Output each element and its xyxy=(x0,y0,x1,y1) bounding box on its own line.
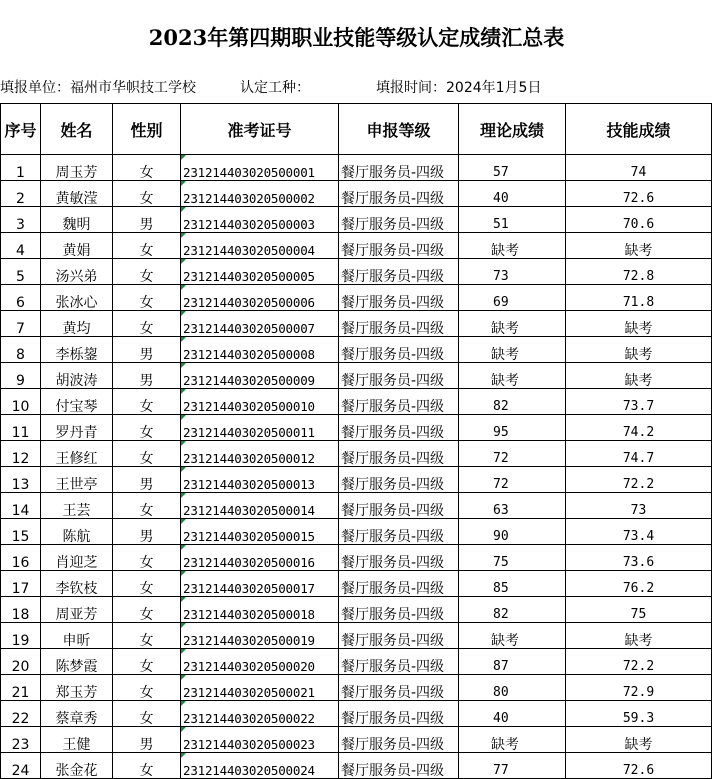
row-gender: 女 xyxy=(113,649,181,675)
table-row xyxy=(1,701,712,727)
row-theory-score: 80 xyxy=(459,675,566,701)
row-theory-score: 82 xyxy=(459,597,566,623)
header-name: 姓名 xyxy=(41,104,113,155)
row-level: 餐厅服务员-四级 xyxy=(339,285,459,311)
row-gender: 女 xyxy=(113,285,181,311)
row-exam-id: 231214403020500019 xyxy=(181,623,339,649)
row-theory-score: 缺考 xyxy=(459,727,566,753)
row-theory-score: 95 xyxy=(459,415,566,441)
table-row xyxy=(1,623,712,649)
row-name: 蔡章秀 xyxy=(41,701,113,727)
row-exam-id: 231214403020500023 xyxy=(181,727,339,753)
table-row xyxy=(1,649,712,675)
row-skill-score: 缺考 xyxy=(566,311,712,337)
row-theory-score: 缺考 xyxy=(459,623,566,649)
row-skill-score: 59.3 xyxy=(566,701,712,727)
row-number: 21 xyxy=(1,675,41,701)
header-gender: 性别 xyxy=(113,104,181,155)
row-exam-id: 231214403020500016 xyxy=(181,545,339,571)
row-skill-score: 73 xyxy=(566,493,712,519)
row-level: 餐厅服务员-四级 xyxy=(339,571,459,597)
row-theory-score: 缺考 xyxy=(459,337,566,363)
row-level: 餐厅服务员-四级 xyxy=(339,649,459,675)
table-row xyxy=(1,519,712,545)
row-gender: 女 xyxy=(113,493,181,519)
table-row xyxy=(1,337,712,363)
row-level: 餐厅服务员-四级 xyxy=(339,259,459,285)
row-level: 餐厅服务员-四级 xyxy=(339,233,459,259)
table-row xyxy=(1,363,712,389)
row-exam-id: 231214403020500017 xyxy=(181,571,339,597)
table-row xyxy=(1,233,712,259)
row-gender: 女 xyxy=(113,597,181,623)
row-gender: 男 xyxy=(113,467,181,493)
row-skill-score: 74.7 xyxy=(566,441,712,467)
row-theory-score: 缺考 xyxy=(459,311,566,337)
row-number: 10 xyxy=(1,389,41,415)
row-name: 王芸 xyxy=(41,493,113,519)
header-no: 序号 xyxy=(1,104,41,155)
row-theory-score: 缺考 xyxy=(459,233,566,259)
row-level: 餐厅服务员-四级 xyxy=(339,727,459,753)
row-level: 餐厅服务员-四级 xyxy=(339,623,459,649)
row-number: 17 xyxy=(1,571,41,597)
row-number: 3 xyxy=(1,207,41,233)
row-gender: 女 xyxy=(113,233,181,259)
row-number: 6 xyxy=(1,285,41,311)
table-row xyxy=(1,415,712,441)
row-number: 16 xyxy=(1,545,41,571)
row-skill-score: 75 xyxy=(566,597,712,623)
row-name: 黄均 xyxy=(41,311,113,337)
table-row xyxy=(1,753,712,779)
row-theory-score: 缺考 xyxy=(459,363,566,389)
row-exam-id: 231214403020500002 xyxy=(181,181,339,207)
row-level: 餐厅服务员-四级 xyxy=(339,415,459,441)
row-exam-id: 231214403020500024 xyxy=(181,753,339,779)
row-number: 24 xyxy=(1,753,41,779)
row-skill-score: 76.2 xyxy=(566,571,712,597)
row-name: 魏明 xyxy=(41,207,113,233)
row-exam-id: 231214403020500011 xyxy=(181,415,339,441)
row-level: 餐厅服务员-四级 xyxy=(339,467,459,493)
row-skill-score: 72.2 xyxy=(566,467,712,493)
row-level: 餐厅服务员-四级 xyxy=(339,545,459,571)
row-theory-score: 40 xyxy=(459,701,566,727)
table-row xyxy=(1,597,712,623)
row-name: 周玉芳 xyxy=(41,155,113,181)
table-row xyxy=(1,727,712,753)
row-skill-score: 74.2 xyxy=(566,415,712,441)
page-title: 2023年第四期职业技能等级认定成绩汇总表 xyxy=(148,25,565,50)
row-theory-score: 77 xyxy=(459,753,566,779)
row-theory-score: 73 xyxy=(459,259,566,285)
row-number: 14 xyxy=(1,493,41,519)
row-name: 肖迎芝 xyxy=(41,545,113,571)
row-skill-score: 70.6 xyxy=(566,207,712,233)
row-level: 餐厅服务员-四级 xyxy=(339,441,459,467)
table-row xyxy=(1,675,712,701)
row-name: 陈航 xyxy=(41,519,113,545)
row-gender: 女 xyxy=(113,571,181,597)
row-exam-id: 231214403020500009 xyxy=(181,363,339,389)
row-skill-score: 72.2 xyxy=(566,649,712,675)
row-theory-score: 72 xyxy=(459,441,566,467)
report-info xyxy=(0,72,713,102)
row-gender: 女 xyxy=(113,623,181,649)
header-level: 申报等级 xyxy=(339,104,459,155)
row-name: 王修红 xyxy=(41,441,113,467)
row-gender: 女 xyxy=(113,675,181,701)
row-exam-id: 231214403020500004 xyxy=(181,233,339,259)
row-theory-score: 75 xyxy=(459,545,566,571)
row-name: 李栎鋆 xyxy=(41,337,113,363)
row-name: 付宝琴 xyxy=(41,389,113,415)
row-exam-id: 231214403020500014 xyxy=(181,493,339,519)
table-row xyxy=(1,207,712,233)
row-skill-score: 73.7 xyxy=(566,389,712,415)
row-gender: 女 xyxy=(113,259,181,285)
row-name: 张金花 xyxy=(41,753,113,779)
row-gender: 男 xyxy=(113,207,181,233)
row-exam-id: 231214403020500003 xyxy=(181,207,339,233)
row-gender: 女 xyxy=(113,181,181,207)
row-number: 8 xyxy=(1,337,41,363)
row-name: 李钦枝 xyxy=(41,571,113,597)
row-skill-score: 74 xyxy=(566,155,712,181)
row-skill-score: 72.6 xyxy=(566,181,712,207)
row-exam-id: 231214403020500018 xyxy=(181,597,339,623)
row-number: 5 xyxy=(1,259,41,285)
row-exam-id: 231214403020500015 xyxy=(181,519,339,545)
table-row xyxy=(1,259,712,285)
row-level: 餐厅服务员-四级 xyxy=(339,181,459,207)
row-exam-id: 231214403020500008 xyxy=(181,337,339,363)
row-theory-score: 69 xyxy=(459,285,566,311)
row-number: 15 xyxy=(1,519,41,545)
row-theory-score: 85 xyxy=(459,571,566,597)
row-name: 黄敏滢 xyxy=(41,181,113,207)
table-row xyxy=(1,441,712,467)
row-gender: 女 xyxy=(113,545,181,571)
row-level: 餐厅服务员-四级 xyxy=(339,155,459,181)
row-number: 11 xyxy=(1,415,41,441)
row-number: 13 xyxy=(1,467,41,493)
reporting-date: 填报时间：2024年1月5日 xyxy=(376,80,542,96)
table-row xyxy=(1,285,712,311)
row-name: 罗丹青 xyxy=(41,415,113,441)
row-level: 餐厅服务员-四级 xyxy=(339,753,459,779)
table-row xyxy=(1,155,712,181)
table-row xyxy=(1,311,712,337)
row-name: 王健 xyxy=(41,727,113,753)
row-gender: 男 xyxy=(113,727,181,753)
row-level: 餐厅服务员-四级 xyxy=(339,701,459,727)
row-gender: 男 xyxy=(113,337,181,363)
row-name: 胡波涛 xyxy=(41,363,113,389)
row-number: 12 xyxy=(1,441,41,467)
certification-trade: 认定工种： xyxy=(240,80,310,96)
row-theory-score: 51 xyxy=(459,207,566,233)
row-exam-id: 231214403020500007 xyxy=(181,311,339,337)
row-number: 9 xyxy=(1,363,41,389)
row-skill-score: 缺考 xyxy=(566,363,712,389)
table-row xyxy=(1,571,712,597)
row-exam-id: 231214403020500022 xyxy=(181,701,339,727)
row-theory-score: 72 xyxy=(459,467,566,493)
table-row xyxy=(1,181,712,207)
row-number: 1 xyxy=(1,155,41,181)
row-theory-score: 82 xyxy=(459,389,566,415)
row-name: 张冰心 xyxy=(41,285,113,311)
row-level: 餐厅服务员-四级 xyxy=(339,493,459,519)
row-gender: 女 xyxy=(113,701,181,727)
row-skill-score: 73.6 xyxy=(566,545,712,571)
table-header-row xyxy=(1,104,712,155)
row-exam-id: 231214403020500012 xyxy=(181,441,339,467)
row-skill-score: 71.8 xyxy=(566,285,712,311)
row-theory-score: 40 xyxy=(459,181,566,207)
row-level: 餐厅服务员-四级 xyxy=(339,363,459,389)
row-level: 餐厅服务员-四级 xyxy=(339,311,459,337)
reporting-unit: 填报单位：福州市华帜技工学校 xyxy=(0,80,196,96)
row-level: 餐厅服务员-四级 xyxy=(339,519,459,545)
row-skill-score: 72.9 xyxy=(566,675,712,701)
table-row xyxy=(1,389,712,415)
row-gender: 男 xyxy=(113,363,181,389)
row-theory-score: 90 xyxy=(459,519,566,545)
row-theory-score: 57 xyxy=(459,155,566,181)
row-number: 20 xyxy=(1,649,41,675)
row-level: 餐厅服务员-四级 xyxy=(339,389,459,415)
row-gender: 女 xyxy=(113,155,181,181)
row-number: 2 xyxy=(1,181,41,207)
row-skill-score: 缺考 xyxy=(566,727,712,753)
row-gender: 女 xyxy=(113,389,181,415)
row-exam-id: 231214403020500001 xyxy=(181,155,339,181)
row-level: 餐厅服务员-四级 xyxy=(339,675,459,701)
row-theory-score: 87 xyxy=(459,649,566,675)
row-gender: 女 xyxy=(113,311,181,337)
row-number: 4 xyxy=(1,233,41,259)
row-skill-score: 73.4 xyxy=(566,519,712,545)
row-exam-id: 231214403020500021 xyxy=(181,675,339,701)
row-name: 周亚芳 xyxy=(41,597,113,623)
row-gender: 女 xyxy=(113,753,181,779)
row-number: 23 xyxy=(1,727,41,753)
row-number: 7 xyxy=(1,311,41,337)
row-number: 22 xyxy=(1,701,41,727)
row-exam-id: 231214403020500010 xyxy=(181,389,339,415)
row-name: 郑玉芳 xyxy=(41,675,113,701)
row-name: 汤兴弟 xyxy=(41,259,113,285)
row-skill-score: 缺考 xyxy=(566,337,712,363)
table-row xyxy=(1,467,712,493)
row-name: 陈梦霞 xyxy=(41,649,113,675)
row-name: 黄娟 xyxy=(41,233,113,259)
header-skill: 技能成绩 xyxy=(566,104,712,155)
row-exam-id: 231214403020500013 xyxy=(181,467,339,493)
score-table xyxy=(0,103,712,779)
row-skill-score: 72.8 xyxy=(566,259,712,285)
row-gender: 女 xyxy=(113,415,181,441)
row-skill-score: 缺考 xyxy=(566,623,712,649)
header-exam-id: 准考证号 xyxy=(181,104,339,155)
header-theory: 理论成绩 xyxy=(459,104,566,155)
row-theory-score: 63 xyxy=(459,493,566,519)
row-name: 王世亭 xyxy=(41,467,113,493)
row-number: 18 xyxy=(1,597,41,623)
row-exam-id: 231214403020500006 xyxy=(181,285,339,311)
table-row xyxy=(1,545,712,571)
row-level: 餐厅服务员-四级 xyxy=(339,337,459,363)
row-gender: 女 xyxy=(113,441,181,467)
table-row xyxy=(1,493,712,519)
row-skill-score: 72.6 xyxy=(566,753,712,779)
row-name: 申昕 xyxy=(41,623,113,649)
row-exam-id: 231214403020500020 xyxy=(181,649,339,675)
row-skill-score: 缺考 xyxy=(566,233,712,259)
row-level: 餐厅服务员-四级 xyxy=(339,207,459,233)
row-exam-id: 231214403020500005 xyxy=(181,259,339,285)
row-level: 餐厅服务员-四级 xyxy=(339,597,459,623)
row-number: 19 xyxy=(1,623,41,649)
row-gender: 男 xyxy=(113,519,181,545)
